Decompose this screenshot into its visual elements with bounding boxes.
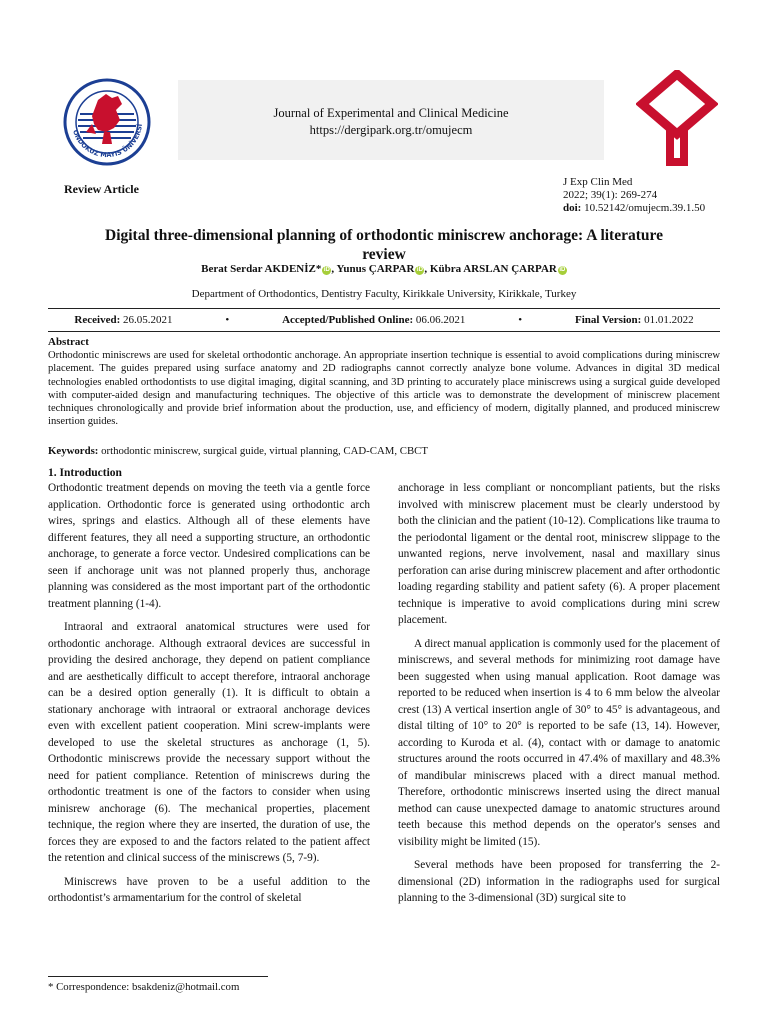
paragraph: Several methods have been proposed for transferring the 2-dimensional (2D) information in the radiographs used for surgical planning to the 3-dimensional (3D) surgical site to — [398, 859, 720, 904]
abstract-text: Orthodontic miniscrews are used for skeletal orthodontic anchorage. An appropriate insertion technique is essential to avoid complications during miniscrew placement. The guides prepared using surface anatomy and 2D radiographs cannot correctly analyze bone volume. Advances in digital 3D medical technologies enabled orthodontists to use digital imaging, digital scanning, and 3D printing to accurately place miniscrews using a surgical guide developed with computer-aided design and manufacturing techniques. The objective of this article was to demonstrate the development of miniscrew placement techniques chronologically and provide brief information about the production, use, and efficiency of modern, digitally planned, and produced miniscrew insertion guides. — [48, 350, 720, 428]
journal-name: Journal of Experimental and Clinical Medicine — [273, 106, 509, 120]
section-heading: 1. Introduction — [48, 467, 122, 479]
final-date — [575, 314, 694, 326]
author-separator: , — [331, 263, 337, 275]
orcid-icon[interactable]: iD — [559, 267, 566, 273]
footnote-divider — [48, 976, 268, 977]
author-name: Berat Serdar AKDENİZ* — [201, 263, 322, 275]
journal-logo — [636, 70, 718, 170]
affiliation: Department of Orthodontics, Dentistry Faculty, Kirikkale University, Kirikkale, Turkey — [191, 288, 577, 300]
accepted-date — [282, 314, 465, 326]
paragraph: anchorage in less compliant or noncompliant patients, but the risks involved with miniscrew placement must be clearly understood by both the clinician and the patient (10-12). Complications like trauma to the periodontal ligament or the dental root, miniscrew slippage to the unwanted regions, nerve involvement, nasal and maxillary sinus perforation can arise during miniscrew placement and after orthodontic loading regarding stability and patient safety (6). A proper placement technique is imperative to avoid complications during mini screw placement. — [398, 482, 720, 626]
correspondence-footnote: * Correspondence: bsakdeniz@hotmail.com — [48, 981, 240, 993]
paragraph: A direct manual application is commonly used for the placement of miniscrews, and several methods for minimizing root damage have been suggested when using manual application. Root damage was reported to be reduced when insertion is 4 to 6 mm below the alveolar crest (13) A vertical insertion angle of 30° to 45° is advantageous, and distal tilting of 10° to 20° is reported to be safe (13, 14). However, according to Kuroda et al. (4), contact with or damage to anatomic structures around the roots occurred in 47.4% of maxillary and 48.3% of mandibular miniscrews placed with a direct manual method. Therefore, orthodontic miniscrews inserted using the direct manual method can cause unexpected damage to anatomic structures around teeth because this method depends on the operator's senses and visibility might be limited (15). — [398, 637, 720, 848]
keywords-text: orthodontic miniscrew, surgical guide, virtual planning, CAD-CAM, CBCT — [98, 445, 428, 457]
bullet-separator: • — [225, 314, 230, 326]
citation-block — [563, 176, 705, 215]
doi-label: doi: — [563, 202, 582, 214]
received-date — [74, 314, 172, 326]
left-column — [48, 480, 370, 914]
bullet-separator: • — [518, 314, 523, 326]
doi-line[interactable] — [563, 202, 705, 215]
article-title: Digital three-dimensional planning of orthodontic miniscrew anchorage: A literature review — [105, 227, 663, 263]
final-value: 01.01.2022 — [644, 314, 694, 326]
volume-pages: 2022; 39(1): 269-274 — [563, 189, 658, 201]
doi-value: 10.52142/omujecm.39.1.50 — [584, 202, 706, 214]
author-name: Yunus ÇARPAR — [336, 263, 415, 275]
keywords-label: Keywords: — [48, 445, 99, 457]
orcid-icon[interactable]: iD — [416, 267, 423, 273]
keywords-line — [48, 445, 720, 457]
right-column — [398, 480, 720, 914]
paragraph: Intraoral and extraoral anatomical structures were used for orthodontic anchorage. Although extraoral devices are successful in providing the desired anchorage, they depend on patient compliance and are aesthetically difficult to accept therefore, intraoral anchorage can be a desired option generally (1). It is difficult to obtain a stationary anchorage with intraoral or extraoral anchorage devices even with excellent patient cooperation. Mini screw-implants were developed to use the skeletal structures as anchorage (1, 5). Orthodontic miniscrews provide the necessary support without the need for patient compliance. Retention of miniscrews during the orthodontic treatment is one of the factors to consider when using minisrew anchorage (6). The mechanical properties, placement technique, the region where they are inserted, the duration of use, the forces they are exposed to and the factors related to the patient affect the retention and clinical success of the miniscrews (5, 7-9). — [48, 621, 370, 864]
article-type: Review Article — [64, 182, 139, 196]
journal-header-box — [178, 80, 604, 160]
final-label: Final Version: — [574, 314, 642, 326]
dates-row — [48, 314, 720, 326]
paragraph: Orthodontic treatment depends on moving the teeth via a gentle force application. Orthodontic force is generated using orthodontic arch wires, springs and elastics. Although all of these elements have different features, they all need a supporting structure, an orthodontic anchorage, to generate a force vector. Undesired complications can be seen if anchorage unit was not planned properly thus, anchorage planning was considered as the most important part of the orthodontic treatment planning (1-4). — [48, 482, 370, 610]
author-separator: , — [424, 263, 430, 275]
journal-abbrev: J Exp Clin Med — [563, 176, 633, 188]
orcid-icon[interactable]: iD — [323, 267, 330, 273]
author-name: Kübra ARSLAN ÇARPAR — [429, 263, 557, 275]
accepted-value: 06.06.2021 — [415, 314, 466, 326]
author-list — [90, 263, 678, 275]
abstract-heading: Abstract — [48, 336, 89, 348]
paragraph: Miniscrews have proven to be a useful addition to the orthodontist’s armamentarium for the control of skeletal — [48, 875, 370, 904]
received-label: Received: — [74, 314, 121, 326]
divider-top — [48, 308, 720, 309]
logo-text: ONDOKUZ MAYIS ÜNİVERSİ — [71, 123, 144, 160]
accepted-label: Accepted/Published Online: — [282, 314, 414, 326]
university-logo — [62, 76, 152, 168]
received-value: 26.05.2021 — [122, 314, 173, 326]
divider-bottom — [48, 331, 720, 332]
journal-url[interactable]: https://dergipark.org.tr/omujecm — [309, 123, 473, 137]
